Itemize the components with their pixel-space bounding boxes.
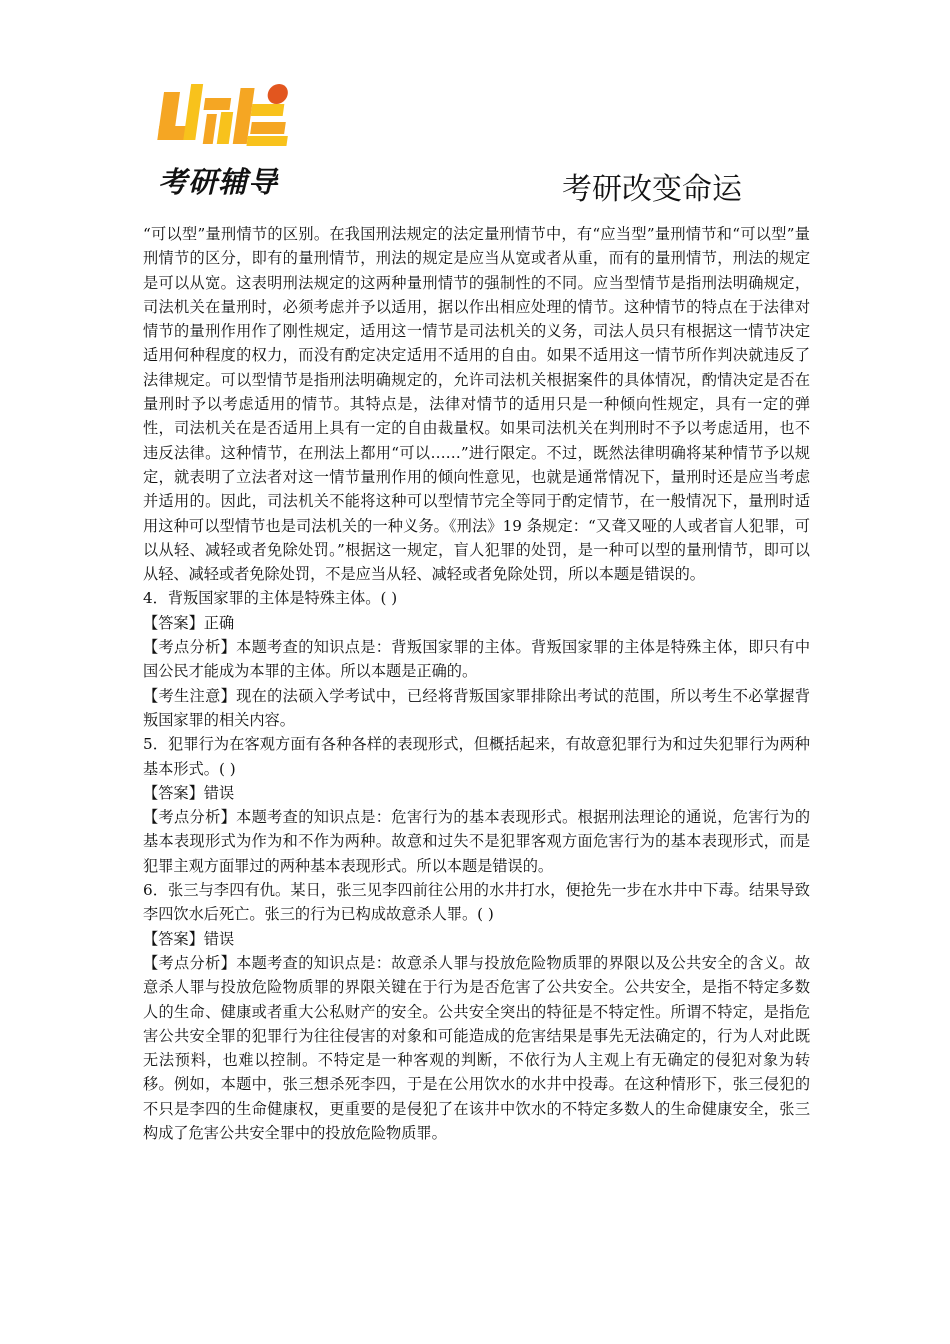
answer-4: 【答案】正确 (143, 613, 235, 632)
answer-6: 【答案】错误 (143, 929, 235, 948)
question-4: 4．背叛国家罪的主体是特殊主体。( ) (143, 589, 398, 608)
page-header (0, 0, 950, 215)
question-5: 5．犯罪行为在客观方面有各种各样的表现形式，但概括起来，有故意犯罪行为和过失犯罪行为两种基本形式。( ) (143, 735, 810, 778)
answer-5: 【答案】错误 (143, 783, 235, 802)
analysis-5: 【考点分析】本题考查的知识点是：危害行为的基本表现形式。根据刑法理论的通说，危害行为的基本表现形式为作为和不作为两种。故意和过失不是犯罪客观方面危害行为的基本表现形式，而是犯罪主观方面罪过的两种基本表现形式。所以本题是错误的。 (143, 808, 810, 875)
analysis-6: 【考点分析】本题考查的知识点是：故意杀人罪与投放危险物质罪的界限以及公共安全的含义。故意杀人罪与投放危险物质罪的界限关键在于行为是否危害了公共安全。公共安全，是指不特定多数人的生命、健康或者重大公私财产的安全。公共安全突出的特征是不特定性。所谓不特定，是指危害公共安全罪的犯罪行为往往侵害的对象和可能造成的危害结果是事先无法确定的，行为人对此既无法预料，也难以控制。不特定是一种客观的判断，不依行为人主观上有无确定的侵犯对象为转移。例如，本题中，张三想杀死李四，于是在公用饮水的水井中投毒。在这种情形下，张三侵犯的不只是李四的生命健康权，更重要的是侵犯了在该井中饮水的不特定多数人的生命健康安全，张三构成了危害公共安全罪中的投放危险物质罪。 (143, 953, 810, 1142)
logo-mark-icon (152, 78, 302, 158)
analysis-4: 【考点分析】本题考查的知识点是：背叛国家罪的主体。背叛国家罪的主体是特殊主体，即只有中国公民才能成为本罪的主体。所以本题是正确的。 (143, 638, 810, 681)
document-body (143, 222, 810, 1145)
header-slogan: 考研改变命运 (562, 172, 742, 207)
paragraph: “可以型”量刑情节的区别。在我国刑法规定的法定量刑情节中，有“应当型”量刑情节和“可以型”量刑情节的区分，即有的量刑情节，刑法的规定是应当从宽或者从重，而有的量刑情节，刑法的规定是可以从宽。这表明刑法规定的这两种量刑情节的强制性的不同。应当型情节是指刑法明确规定，司法机关在量刑时，必须考虑并予以适用，据以作出相应处理的情节。这种情节的特点在于法律对情节的量刑作用作了刚性规定，适用这一情节是司法机关的义务，司法人员只有根据这一情节决定适用何种程度的权力，而没有酌定决定适用不适用的自由。如果不适用这一情节所作判决就违反了法律规定。可以型情节是指刑法明确规定的，允许司法机关根据案件的具体情况，酌情决定是否在量刑时予以考虑适用的情节。其特点是，法律对情节的适用只是一种倾向性规定，具有一定的弹性，司法机关在是否适用上具有一定的自由裁量权。如果司法机关在判刑时不予以考虑适用，也不违反法律。这种情节，在刑法上都用“可以……”进行限定。不过，既然法律明确将某种情节予以规定，就表明了立法者对这一情节量刑作用的倾向性意见，也就是通常情况下，量刑时还是应当考虑并适用的。因此，司法机关不能将这种可以型情节完全等同于酌定情节，在一般情况下，量刑时适用这种可以型情节也是司法机关的一种义务。《刑法》19 条规定：“又聋又哑的人或者盲人犯罪，可以从轻、减轻或者免除处罚。”根据这一规定，盲人犯罪的处罚，是一种可以型的量刑情节，即可以从轻、减轻或者免除处罚，不是应当从轻、减轻或者免除处罚，所以本题是错误的。 (143, 225, 810, 584)
logo (148, 78, 308, 198)
question-6: 6．张三与李四有仇。某日，张三见李四前往公用的水井打水，便抢先一步在水井中下毒。结果导致李四饮水后死亡。张三的行为已构成故意杀人罪。( ) (143, 881, 810, 924)
logo-text: 考研辅导 (158, 165, 279, 199)
note-4: 【考生注意】现在的法硕入学考试中，已经将背叛国家罪排除出考试的范围，所以考生不必掌握背叛国家罪的相关内容。 (143, 686, 810, 729)
